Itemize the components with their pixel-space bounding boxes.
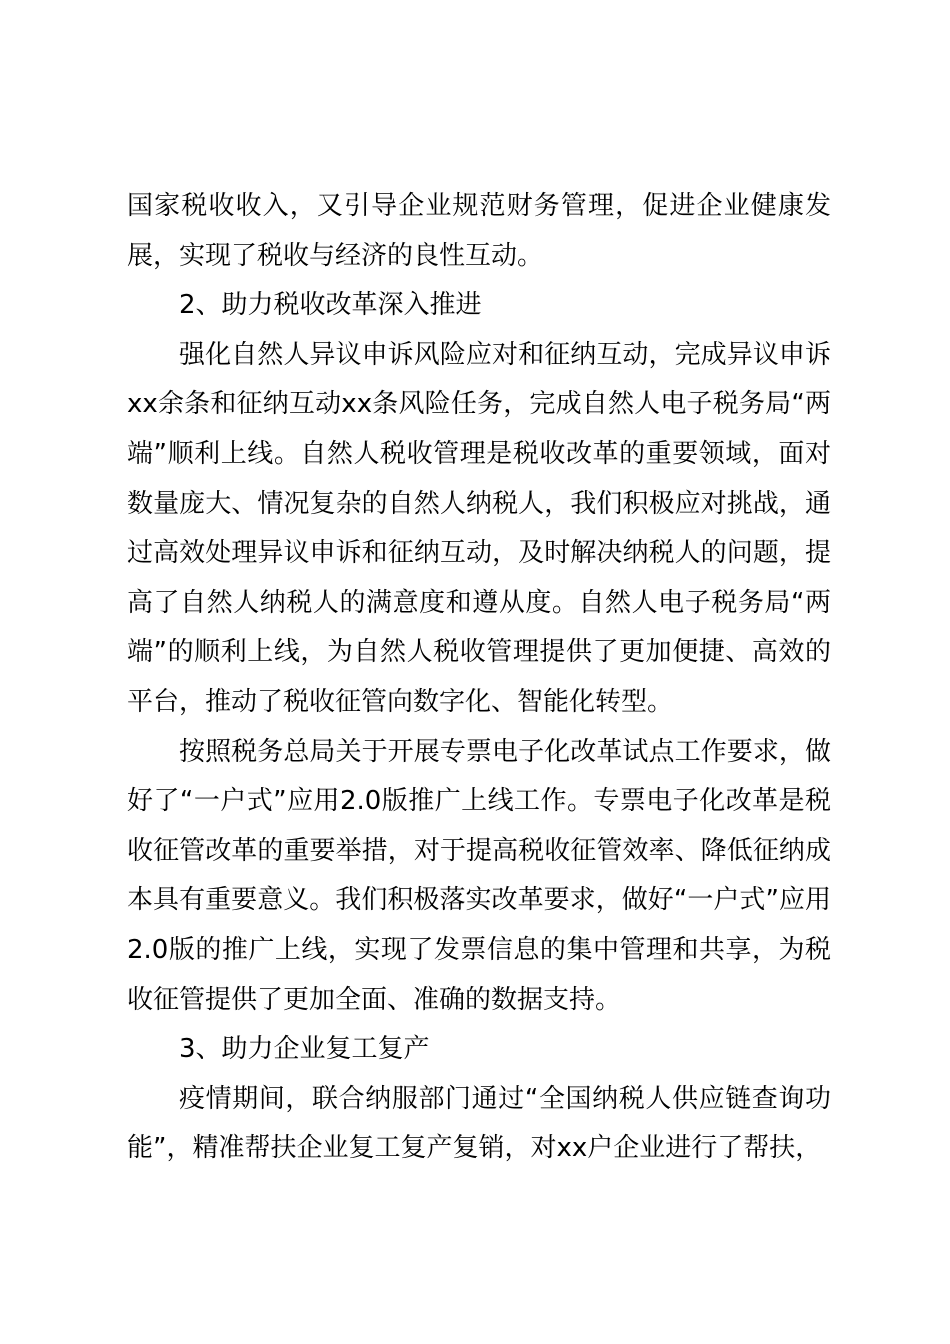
- paragraph-body: 强化自然人异议申诉风险应对和征纳互动，完成异议申诉xx余条和征纳互动xx条风险任务，完成自然人电子税务局“两端”顺利上线。自然人税收管理是税收改革的重要领域，面对数量庞大、情况复杂的自然人纳税人，我们积极应对挑战，通过高效处理异议申诉和征纳互动，及时解决纳税人的问题，提高了自然人纳税人的满意度和遵从度。自然人电子税务局“两端”的顺利上线，为自然人税收管理提供了更加便捷、高效的平台，推动了税收征管向数字化、智能化转型。: [127, 339, 831, 717]
- document-page: [127, 182, 831, 1174]
- paragraph-continuation: 国家税收收入，又引导企业规范财务管理，促进企业健康发展，实现了税收与经济的良性互动。: [127, 191, 831, 271]
- paragraph-body: 疫情期间，联合纳服部门通过“全国纳税人供应链查询功能”，精准帮扶企业复工复产复销，对xx户企业进行了帮扶，: [127, 1083, 831, 1164]
- section-heading-2: 2、助力税收改革深入推进: [179, 290, 482, 321]
- paragraph-body: 按照税务总局关于开展专票电子化改革试点工作要求，做好了“一户式”应用2.0版推广上线工作。专票电子化改革是税收征管改革的重要举措，对于提高税收征管效率、降低征纳成本具有重要意义。我们积极落实改革要求，做好“一户式”应用2.0版的推广上线，实现了发票信息的集中管理和共享，为税收征管提供了更加全面、准确的数据支持。: [127, 736, 831, 1015]
- section-heading-3: 3、助力企业复工复产: [179, 1034, 430, 1065]
